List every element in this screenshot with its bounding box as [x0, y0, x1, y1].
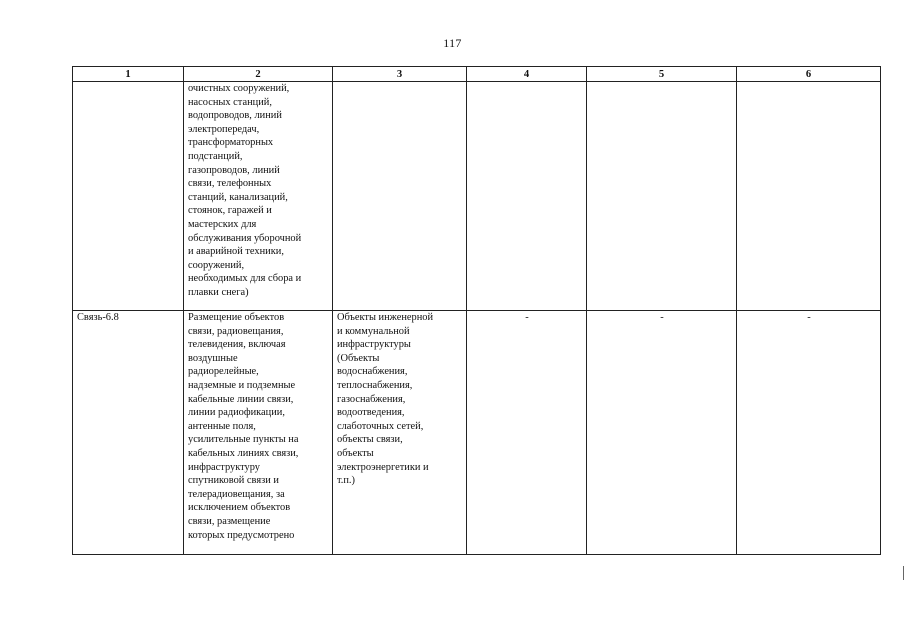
cell-col-4	[467, 82, 587, 311]
scan-speck	[903, 566, 904, 580]
table-row-communication	[73, 311, 881, 555]
cell-permitted-objects: Объекты инженерной и коммунальной инфраструктуры (Объекты водоснабжения, теплоснабжения, газоснабжения, водоотведения, слаботочных сетей, объекты связи, объекты электроэнергетики и т.п.)	[333, 311, 467, 555]
column-header-1: 1	[73, 67, 184, 82]
cell-col-5	[587, 82, 737, 311]
column-header-2: 2	[184, 67, 333, 82]
column-header-4: 4	[467, 67, 587, 82]
cell-description: Размещение объектов связи, радиовещания, телевидения, включая воздушные радиорелейные, надземные и подземные кабельные линии связи, линии радиофикации, антенные поля, усилительные пункты на кабельных линиях связи, инфраструктуру спутниковой связи и телерадиовещания, за исключением объектов связи, размещение которых предусмотрено	[184, 311, 333, 555]
column-header-3: 3	[333, 67, 467, 82]
cell-description: очистных сооружений, насосных станций, водопроводов, линий электропередач, трансформаторных подстанций, газопроводов, линий связи, телефонных станций, канализаций, стоянок, гаражей и мастерских для обслуживания уборочной и аварийной техники, сооружений, необходимых для сбора и плавки снега)	[184, 82, 333, 311]
cell-col-5: -	[587, 311, 737, 555]
column-header-6: 6	[737, 67, 881, 82]
cell-permitted-objects	[333, 82, 467, 311]
page-number: 117	[443, 36, 462, 50]
cell-col-4: -	[467, 311, 587, 555]
header-row	[73, 67, 881, 82]
cell-col-6	[737, 82, 881, 311]
cell-land-use-code: Связь-6.8	[73, 311, 184, 555]
cell-col-6: -	[737, 311, 881, 555]
column-header-5: 5	[587, 67, 737, 82]
regulation-table	[72, 66, 881, 555]
table-row-continuation	[73, 82, 881, 311]
cell-land-use-code	[73, 82, 184, 311]
table-header	[73, 67, 881, 82]
